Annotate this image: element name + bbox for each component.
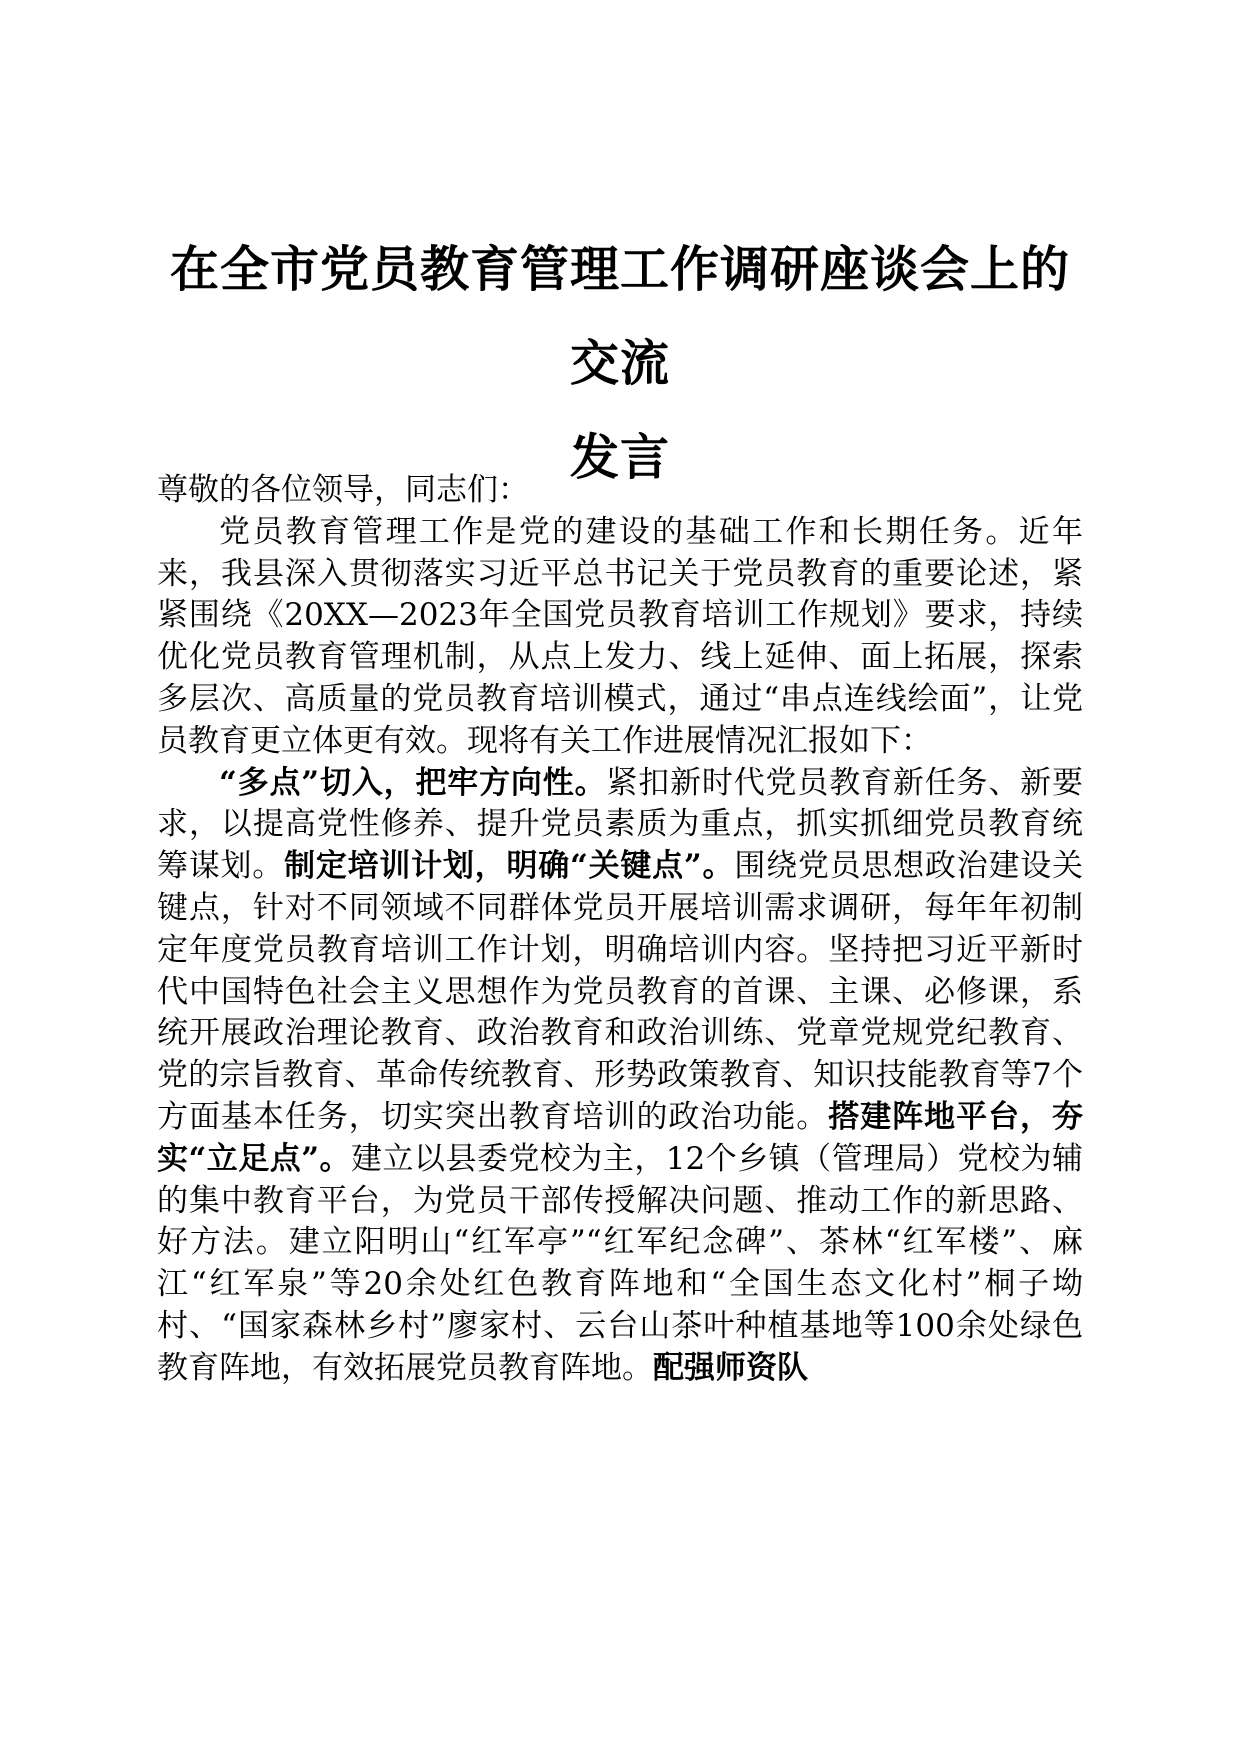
section-1-subheading-1: 制定培训计划，明确“关键点”。 [284, 848, 735, 885]
title-line-2: 发言 [569, 428, 670, 486]
section-1-text-2: 围绕党员思想政治建设关键点，针对不同领域不同群体党员开展培训需求调研，每年年初制定年度党员教育培训工作计划，明确培训内容。坚持把习近平新时代中国特色社会主义思想作为党员教育的首课、主课、必修课，系统开展政治理论教育、政治教育和政治训练、党章党规党纪教育、党的宗旨教育、革命传统教育、形势政策教育、知识技能教育等7个方面基本任务，切实突出教育培训的政治功能。 [157, 848, 1084, 1135]
greeting: 尊敬的各位领导，同志们： [157, 472, 529, 508]
section-1-paragraph [157, 763, 1083, 1390]
section-1-heading: “多点”切入，把牢方向性。 [219, 764, 607, 801]
intro-paragraph: 党员教育管理工作是党的建设的基础工作和长期任务。近年来，我县深入贯彻落实习近平总书记关于党员教育的重要论述，紧紧围绕《20XX—2023年全国党员教育培训工作规划》要求，持续优化党员教育管理机制，从点上发力、线上延伸、面上拓展，探索多层次、高质量的党员教育培训模式，通过“串点连线绘面”，让党员教育更立体更有效。现将有关工作进展情况汇报如下： [157, 513, 1083, 759]
section-1-text-1: 紧扣新时代党员教育新任务、新要求，以提高党性修养、提升党员素质为重点，抓实抓细党员教育统筹谋划。 [157, 764, 1083, 885]
section-1-text-3: 建立以县委党校为主，12个乡镇（管理局）党校为辅的集中教育平台，为党员干部传授解决问题、推动工作的新思路、好方法。建立阳明山“红军亭”“红军纪念碑”、茶林“红军楼”、麻江“红军泉”等20余处红色教育阵地和“全国生态文化村”桐子坳村、“国家森林乡村”廖家村、云台山茶叶种植基地等100余处绿色教育阵地，有效拓展党员教育阵地。 [157, 1140, 1083, 1386]
section-1-subheading-3: 配强师资队 [653, 1349, 808, 1386]
document-body [157, 470, 1083, 1390]
document-title [150, 222, 1090, 504]
title-line-1: 在全市党员教育管理工作调研座谈会上的交流 [169, 240, 1070, 392]
section-1-subheading-2: 搭建阵地平台，夯实“立足点”。 [157, 1098, 1083, 1177]
